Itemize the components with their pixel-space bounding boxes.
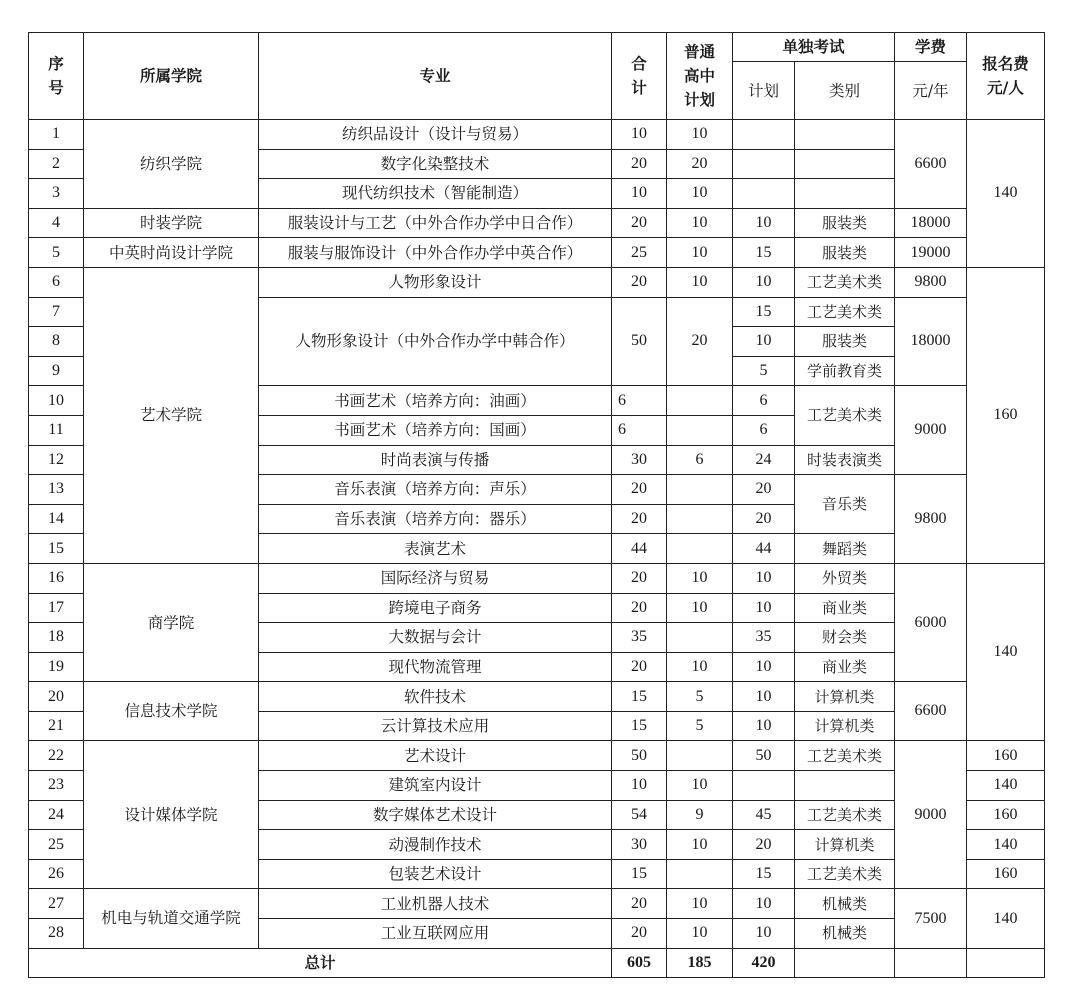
major-cell: 大数据与会计 xyxy=(259,623,612,653)
total-cell: 10 xyxy=(612,771,667,801)
total-cell: 54 xyxy=(612,800,667,830)
empty-cell xyxy=(967,948,1045,978)
major-cell: 艺术设计 xyxy=(259,741,612,771)
college-cell: 信息技术学院 xyxy=(84,682,259,741)
table-row xyxy=(29,682,1045,712)
single-plan-cell: 10 xyxy=(733,711,795,741)
tuition-cell: 6000 xyxy=(895,563,967,681)
college-cell: 中英时尚设计学院 xyxy=(84,238,259,268)
empty-cell xyxy=(795,948,895,978)
category-cell: 服装类 xyxy=(795,208,895,238)
major-cell: 音乐表演（培养方向：声乐） xyxy=(259,475,612,505)
single-plan-cell: 6 xyxy=(733,386,795,416)
category-cell xyxy=(795,149,895,179)
total-cell: 20 xyxy=(612,504,667,534)
general-cell: 5 xyxy=(667,711,733,741)
major-cell: 书画艺术（培养方向：国画） xyxy=(259,415,612,445)
major-cell: 建筑室内设计 xyxy=(259,771,612,801)
header-tuition: 学费 xyxy=(895,33,967,62)
tuition-cell: 18000 xyxy=(895,208,967,238)
row-no: 21 xyxy=(29,711,84,741)
general-cell xyxy=(667,504,733,534)
row-no: 27 xyxy=(29,889,84,919)
single-plan-cell: 15 xyxy=(733,238,795,268)
category-cell: 音乐类 xyxy=(795,475,895,534)
college-cell: 机电与轨道交通学院 xyxy=(84,889,259,948)
single-plan-cell: 10 xyxy=(733,563,795,593)
total-cell: 20 xyxy=(612,593,667,623)
college-cell: 时装学院 xyxy=(84,208,259,238)
row-no: 8 xyxy=(29,327,84,357)
total-cell: 15 xyxy=(612,682,667,712)
single-plan-cell: 5 xyxy=(733,356,795,386)
major-cell: 时尚表演与传播 xyxy=(259,445,612,475)
total-row xyxy=(29,948,1045,978)
tuition-cell: 7500 xyxy=(895,889,967,948)
category-cell: 计算机类 xyxy=(795,711,895,741)
header-college: 所属学院 xyxy=(84,33,259,120)
general-cell xyxy=(667,859,733,889)
category-cell: 服装类 xyxy=(795,238,895,268)
general-cell: 9 xyxy=(667,800,733,830)
category-cell: 工艺美术类 xyxy=(795,859,895,889)
row-no: 4 xyxy=(29,208,84,238)
major-cell: 现代纺织技术（智能制造） xyxy=(259,179,612,209)
table-row xyxy=(29,889,1045,919)
single-plan-cell: 10 xyxy=(733,327,795,357)
general-cell: 10 xyxy=(667,120,733,150)
single-plan-cell xyxy=(733,179,795,209)
major-cell: 云计算技术应用 xyxy=(259,711,612,741)
tuition-cell: 6600 xyxy=(895,682,967,741)
single-plan-cell: 15 xyxy=(733,859,795,889)
total-cell: 20 xyxy=(612,652,667,682)
total-cell: 10 xyxy=(612,120,667,150)
general-cell: 10 xyxy=(667,771,733,801)
row-no: 11 xyxy=(29,415,84,445)
category-cell: 机械类 xyxy=(795,889,895,919)
total-cell: 50 xyxy=(612,297,667,386)
major-cell: 数字化染整技术 xyxy=(259,149,612,179)
total-cell: 6 xyxy=(612,415,667,445)
category-cell: 工艺美术类 xyxy=(795,741,895,771)
category-cell: 机械类 xyxy=(795,919,895,949)
category-cell xyxy=(795,771,895,801)
category-cell: 计算机类 xyxy=(795,830,895,860)
row-no: 2 xyxy=(29,149,84,179)
single-plan-cell xyxy=(733,149,795,179)
total-cell: 35 xyxy=(612,623,667,653)
row-no: 10 xyxy=(29,386,84,416)
table-row xyxy=(29,741,1045,771)
total-cell: 20 xyxy=(612,919,667,949)
major-cell: 国际经济与贸易 xyxy=(259,563,612,593)
category-cell: 外贸类 xyxy=(795,563,895,593)
general-cell xyxy=(667,623,733,653)
single-plan-cell: 20 xyxy=(733,475,795,505)
fee-cell: 160 xyxy=(967,800,1045,830)
table-row xyxy=(29,120,1045,150)
header-general-plan: 普通高中计划 xyxy=(667,33,733,120)
row-no: 7 xyxy=(29,297,84,327)
total-cell: 20 xyxy=(612,208,667,238)
grand-single: 420 xyxy=(733,948,795,978)
row-no: 1 xyxy=(29,120,84,150)
single-plan-cell: 50 xyxy=(733,741,795,771)
major-cell: 人物形象设计（中外合作办学中韩合作） xyxy=(259,297,612,386)
total-cell: 15 xyxy=(612,859,667,889)
category-cell: 服装类 xyxy=(795,327,895,357)
row-no: 3 xyxy=(29,179,84,209)
fee-cell: 140 xyxy=(967,889,1045,948)
general-cell xyxy=(667,741,733,771)
general-cell: 10 xyxy=(667,593,733,623)
total-cell: 25 xyxy=(612,238,667,268)
major-cell: 数字媒体艺术设计 xyxy=(259,800,612,830)
college-cell: 纺织学院 xyxy=(84,120,259,209)
fee-cell: 140 xyxy=(967,563,1045,741)
total-cell: 15 xyxy=(612,711,667,741)
header-single-exam: 单独考试 xyxy=(733,33,895,62)
single-plan-cell: 35 xyxy=(733,623,795,653)
general-cell: 10 xyxy=(667,238,733,268)
general-cell: 10 xyxy=(667,563,733,593)
single-plan-cell: 20 xyxy=(733,504,795,534)
table-row xyxy=(29,563,1045,593)
single-plan-cell: 10 xyxy=(733,208,795,238)
header-total: 合计 xyxy=(612,33,667,120)
fee-cell: 140 xyxy=(967,830,1045,860)
row-no: 25 xyxy=(29,830,84,860)
category-cell xyxy=(795,179,895,209)
tuition-cell: 9800 xyxy=(895,475,967,564)
general-cell: 20 xyxy=(667,297,733,386)
row-no: 22 xyxy=(29,741,84,771)
single-plan-cell: 10 xyxy=(733,682,795,712)
table-row xyxy=(29,208,1045,238)
single-plan-cell: 6 xyxy=(733,415,795,445)
general-cell xyxy=(667,415,733,445)
general-cell: 6 xyxy=(667,445,733,475)
single-plan-cell: 44 xyxy=(733,534,795,564)
row-no: 20 xyxy=(29,682,84,712)
category-cell: 工艺美术类 xyxy=(795,800,895,830)
major-cell: 跨境电子商务 xyxy=(259,593,612,623)
category-cell: 商业类 xyxy=(795,652,895,682)
tuition-cell: 9000 xyxy=(895,386,967,475)
total-cell: 20 xyxy=(612,563,667,593)
header-no: 序号 xyxy=(29,33,84,120)
general-cell: 10 xyxy=(667,208,733,238)
single-plan-cell: 24 xyxy=(733,445,795,475)
major-cell: 现代物流管理 xyxy=(259,652,612,682)
category-cell: 学前教育类 xyxy=(795,356,895,386)
tuition-cell: 18000 xyxy=(895,297,967,386)
header-major: 专业 xyxy=(259,33,612,120)
category-cell: 时装表演类 xyxy=(795,445,895,475)
category-cell xyxy=(795,120,895,150)
general-cell xyxy=(667,534,733,564)
row-no: 28 xyxy=(29,919,84,949)
major-cell: 包装艺术设计 xyxy=(259,859,612,889)
category-cell: 工艺美术类 xyxy=(795,386,895,445)
table-row xyxy=(29,238,1045,268)
row-no: 24 xyxy=(29,800,84,830)
general-cell: 10 xyxy=(667,267,733,297)
single-plan-cell: 10 xyxy=(733,593,795,623)
single-plan-cell xyxy=(733,771,795,801)
general-cell: 20 xyxy=(667,149,733,179)
total-cell: 6 xyxy=(612,386,667,416)
single-plan-cell: 10 xyxy=(733,267,795,297)
row-no: 26 xyxy=(29,859,84,889)
category-cell: 舞蹈类 xyxy=(795,534,895,564)
major-cell: 工业机器人技术 xyxy=(259,889,612,919)
tuition-cell: 6600 xyxy=(895,120,967,209)
total-cell: 20 xyxy=(612,475,667,505)
general-cell: 10 xyxy=(667,889,733,919)
table-row xyxy=(29,267,1045,297)
total-cell: 10 xyxy=(612,179,667,209)
category-cell: 商业类 xyxy=(795,593,895,623)
major-cell: 动漫制作技术 xyxy=(259,830,612,860)
grand-general: 185 xyxy=(667,948,733,978)
tuition-cell: 9800 xyxy=(895,267,967,297)
header-fee: 报名费元/人 xyxy=(967,33,1045,120)
general-cell: 10 xyxy=(667,919,733,949)
tuition-cell: 9000 xyxy=(895,741,967,889)
total-label: 总计 xyxy=(29,948,612,978)
major-cell: 软件技术 xyxy=(259,682,612,712)
header-category: 类别 xyxy=(795,62,895,120)
major-cell: 表演艺术 xyxy=(259,534,612,564)
single-plan-cell: 10 xyxy=(733,889,795,919)
general-cell: 10 xyxy=(667,652,733,682)
total-cell: 30 xyxy=(612,445,667,475)
row-no: 5 xyxy=(29,238,84,268)
single-plan-cell: 10 xyxy=(733,919,795,949)
total-cell: 30 xyxy=(612,830,667,860)
general-cell: 10 xyxy=(667,179,733,209)
enrollment-plan-table xyxy=(28,32,1045,978)
row-no: 23 xyxy=(29,771,84,801)
fee-cell: 140 xyxy=(967,120,1045,268)
fee-cell: 160 xyxy=(967,267,1045,563)
college-cell: 设计媒体学院 xyxy=(84,741,259,889)
single-plan-cell: 15 xyxy=(733,297,795,327)
total-cell: 20 xyxy=(612,267,667,297)
enrollment-table-container xyxy=(28,32,1045,978)
single-plan-cell: 45 xyxy=(733,800,795,830)
fee-cell: 160 xyxy=(967,859,1045,889)
fee-cell: 160 xyxy=(967,741,1045,771)
major-cell: 人物形象设计 xyxy=(259,267,612,297)
single-plan-cell: 10 xyxy=(733,652,795,682)
header-row-1 xyxy=(29,33,1045,62)
general-cell: 5 xyxy=(667,682,733,712)
header-plan: 计划 xyxy=(733,62,795,120)
row-no: 13 xyxy=(29,475,84,505)
row-no: 14 xyxy=(29,504,84,534)
fee-cell: 140 xyxy=(967,771,1045,801)
row-no: 12 xyxy=(29,445,84,475)
major-cell: 服装设计与工艺（中外合作办学中日合作） xyxy=(259,208,612,238)
general-cell xyxy=(667,386,733,416)
general-cell: 10 xyxy=(667,830,733,860)
major-cell: 音乐表演（培养方向：器乐） xyxy=(259,504,612,534)
row-no: 19 xyxy=(29,652,84,682)
total-cell: 50 xyxy=(612,741,667,771)
row-no: 9 xyxy=(29,356,84,386)
single-plan-cell xyxy=(733,120,795,150)
row-no: 15 xyxy=(29,534,84,564)
row-no: 16 xyxy=(29,563,84,593)
empty-cell xyxy=(895,948,967,978)
row-no: 17 xyxy=(29,593,84,623)
major-cell: 工业互联网应用 xyxy=(259,919,612,949)
total-cell: 20 xyxy=(612,149,667,179)
major-cell: 纺织品设计（设计与贸易） xyxy=(259,120,612,150)
category-cell: 计算机类 xyxy=(795,682,895,712)
category-cell: 工艺美术类 xyxy=(795,297,895,327)
category-cell: 财会类 xyxy=(795,623,895,653)
total-cell: 44 xyxy=(612,534,667,564)
tuition-cell: 19000 xyxy=(895,238,967,268)
major-cell: 书画艺术（培养方向：油画） xyxy=(259,386,612,416)
general-cell xyxy=(667,475,733,505)
row-no: 18 xyxy=(29,623,84,653)
header-tuition-unit: 元/年 xyxy=(895,62,967,120)
single-plan-cell: 20 xyxy=(733,830,795,860)
major-cell: 服装与服饰设计（中外合作办学中英合作） xyxy=(259,238,612,268)
college-cell: 艺术学院 xyxy=(84,267,259,563)
grand-total: 605 xyxy=(612,948,667,978)
college-cell: 商学院 xyxy=(84,563,259,681)
total-cell: 20 xyxy=(612,889,667,919)
category-cell: 工艺美术类 xyxy=(795,267,895,297)
row-no: 6 xyxy=(29,267,84,297)
